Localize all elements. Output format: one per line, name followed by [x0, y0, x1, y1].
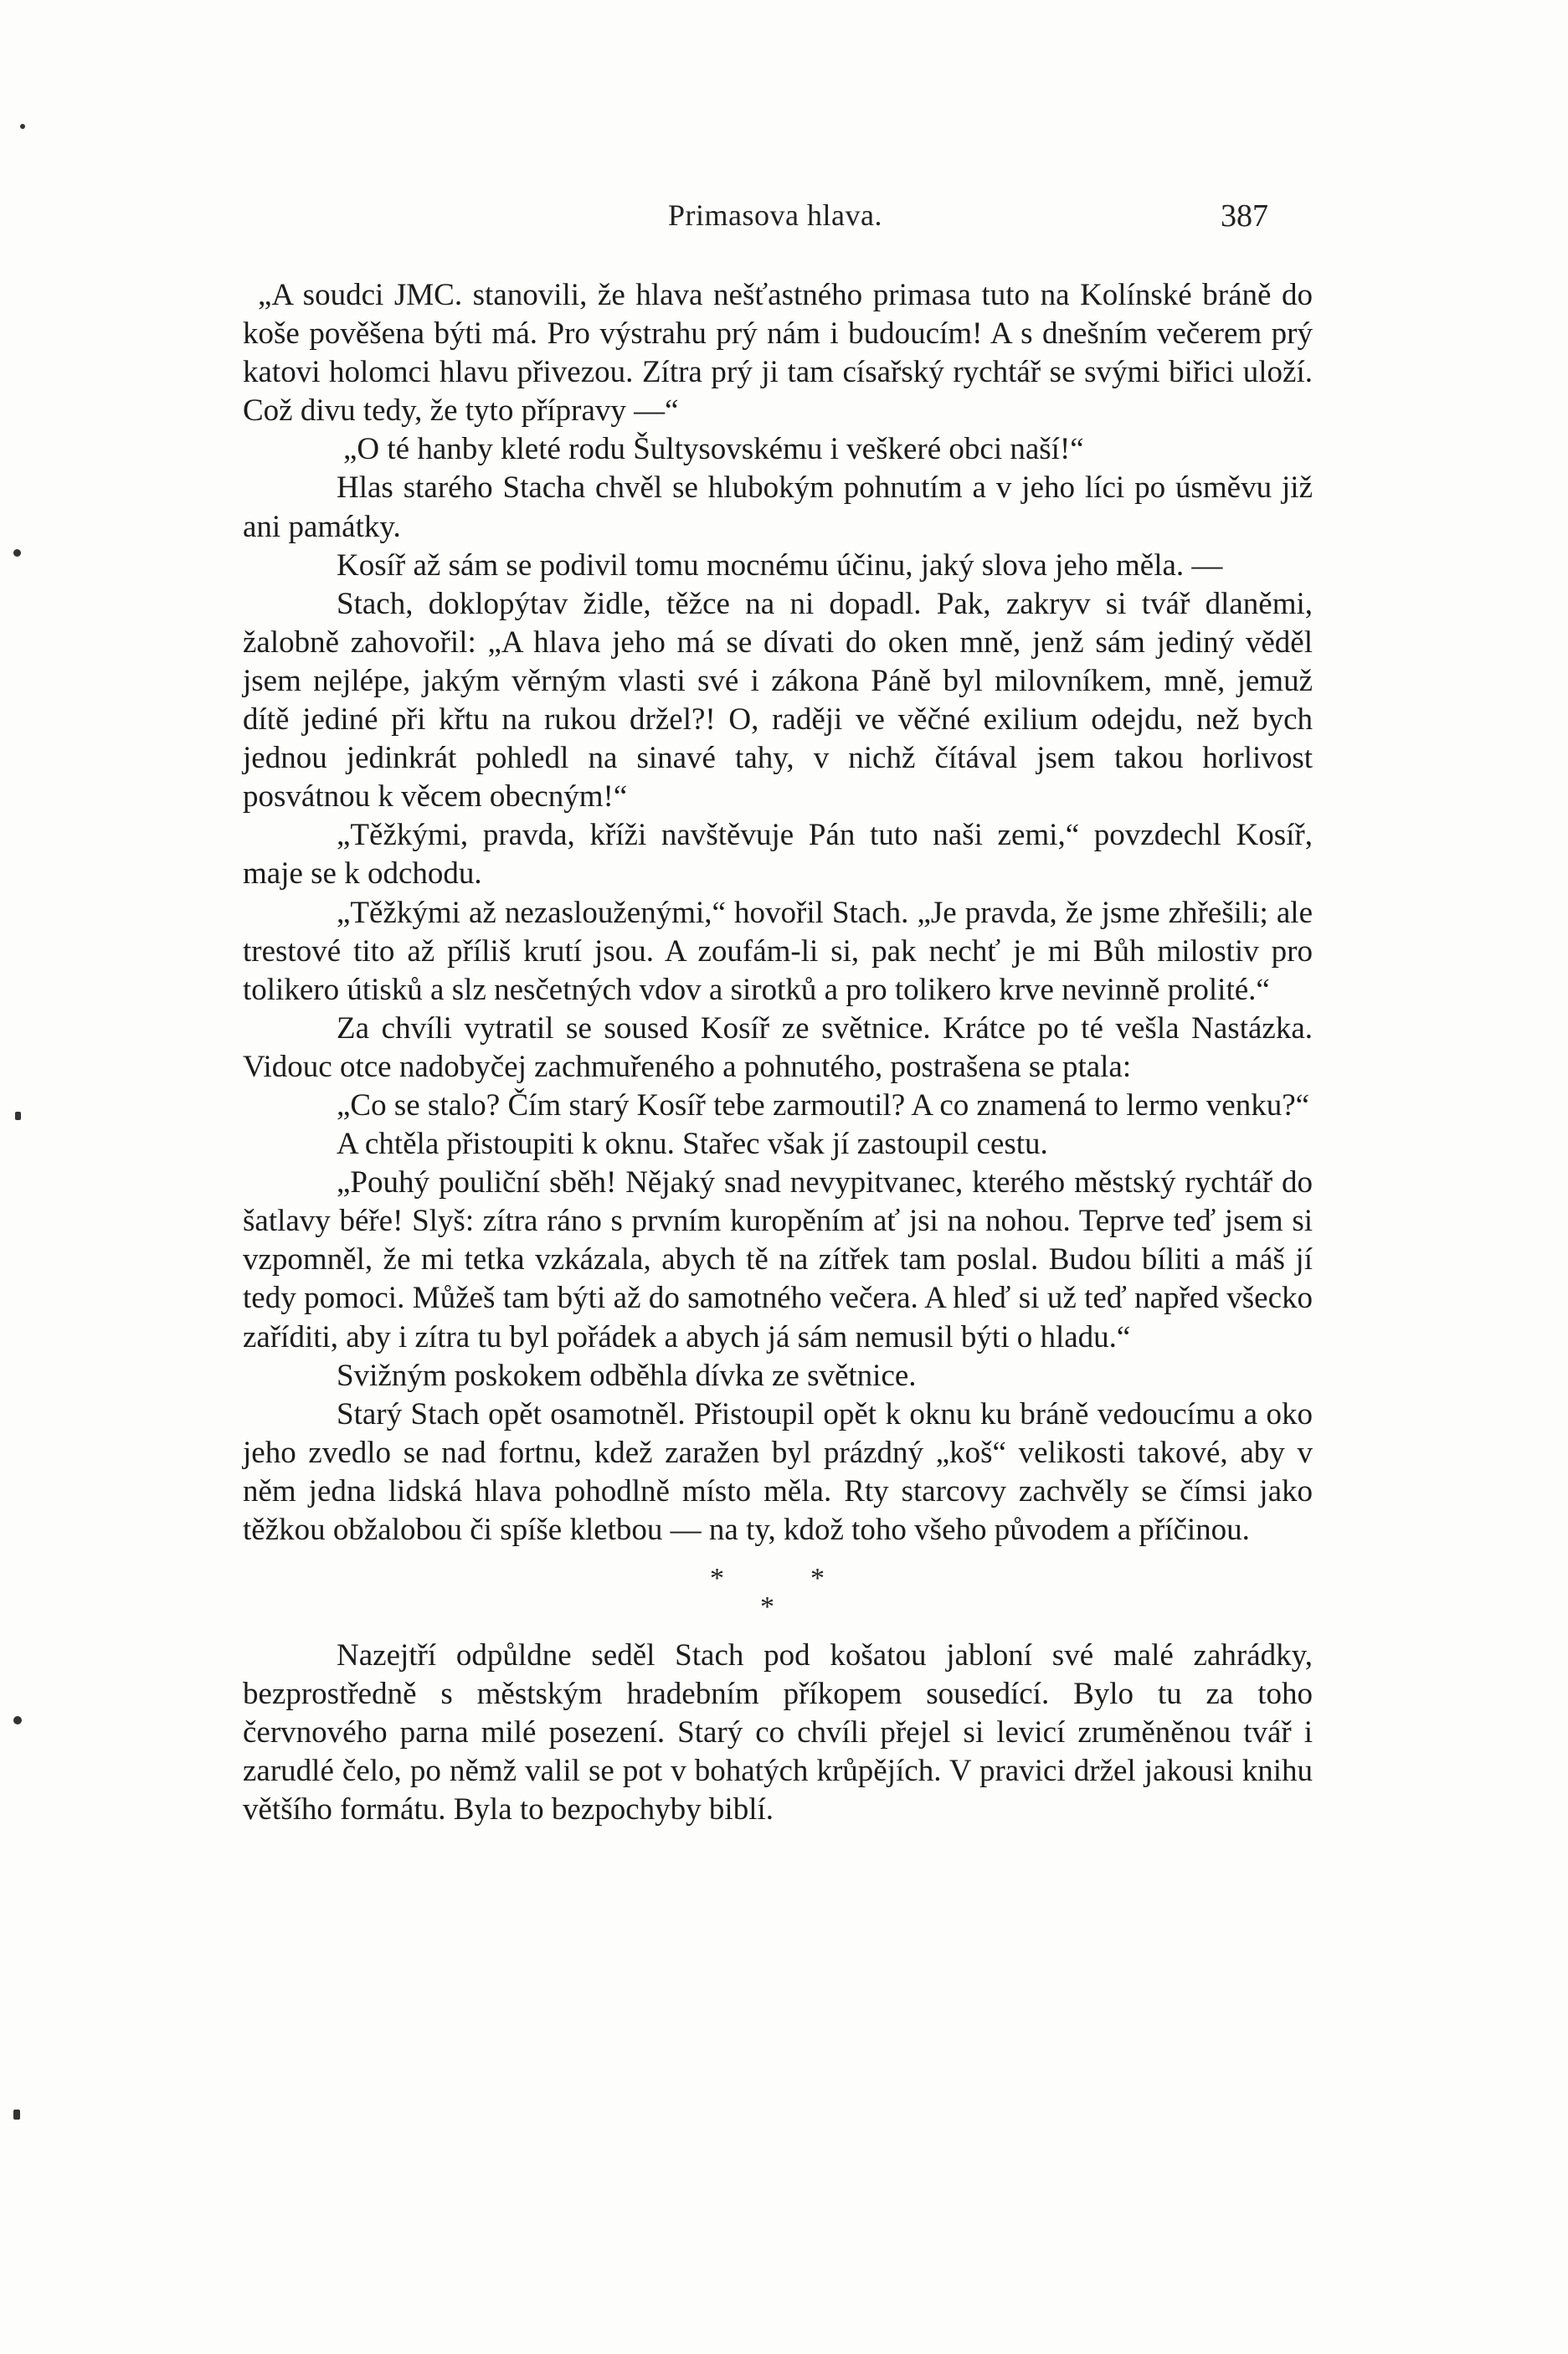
asterisk: * — [810, 1563, 825, 1595]
margin-speck — [13, 2110, 20, 2120]
paragraph: Svižným poskokem odběhla dívka ze světnice. — [337, 1358, 917, 1393]
running-title: Primasova hlava. — [668, 198, 882, 232]
paragraph: „Pouhý pouliční sběh! Nějaký snad nevypitvanec, kterého městský rychtář do šatlavy béře! Slyš: zítra ráno s prvním kuropěním ať jsi na nohou. Teprve teď jsem si vzpomněl, že mi tetka vzkázala, abych tě na zítřek tam poslal. Budou bíliti a máš jí tedy pomoci. Můžeš tam býti až do samotného večera. A hleď si už teď napřed všecko zaříditi, aby i zítra tu byl pořádek a abych já sám nemusil býti o hladu.“ — [243, 1165, 1313, 1354]
paragraph: „Těžkými, pravda, kříži navštěvuje Pán tuto naši zemi,“ povzdechl Kosíř, maje se k odchodu. — [243, 818, 1313, 892]
paragraph: Kosíř až sám se podivil tomu mocnému účinu, jaký slova jeho měla. — — [337, 547, 1223, 583]
asterisk: * — [760, 1591, 774, 1623]
paragraph: „Co se stalo? Čím starý Kosíř tebe zarmoutil? A co znamená to lermo venku?“ — [337, 1087, 1310, 1123]
paragraph: Stach, doklopýtav židle, těžce na ni dopadl. Pak, zakryv si tvář dlaněmi, žalobně zahovořil: „A hlava jeho má se dívati do oken mně, jenž sám jediný věděl jsem nejlépe, jakým věrným vlasti své i zákona Páně byl milovníkem, mně, jemuž dítě jediné při křtu na rukou držel?! O, raději ve věčné exilium odejdu, než bych jednou jedinkrát pohledl na sinavé tahy, v nichž čítával jsem takou horlivost posvátnou k věcem obecným!“ — [243, 586, 1313, 815]
paragraph: Nazejtří odpůldne seděl Stach pod košatou jabloní své malé zahrádky, bezprostředně s městským hradebním příkopem sousedící. Bylo tu za toho červnového parna milé posezení. Starý co chvíli přejel si levicí zruměněnou tvář i zarudlé čelo, po němž valil se pot v bohatých krůpějích. V pravici držel jakousi knihu většího formátu. Byla to bezpochyby biblí. — [243, 1638, 1313, 1827]
section-break — [243, 1550, 1313, 1637]
margin-speck — [13, 1716, 22, 1724]
margin-speck — [13, 549, 21, 557]
margin-speck — [15, 1112, 21, 1120]
paragraph: A chtěla přistoupiti k oknu. Stařec však jí zastoupil cestu. — [337, 1127, 1048, 1162]
page-number: 387 — [1221, 198, 1268, 234]
body-text — [243, 276, 1313, 1830]
paragraph: Starý Stach opět osamotněl. Přistoupil opět k oknu ku bráně vedoucímu a oko jeho zvedlo se nad fortnu, kdež zaražen byl prázdný „koš“ velikosti takové, aby v něm jedna lidská hlava pohodlně místo měla. Rty starcovy zachvěly se čímsi jako těžkou obžalobou či spíše kletbou — na ty, kdož toho všeho původem a příčinou. — [243, 1396, 1313, 1547]
paragraph: Hlas starého Stacha chvěl se hlubokým pohnutím a v jeho líci po úsměvu již ani památky. — [243, 470, 1313, 544]
asterisk: * — [710, 1563, 724, 1595]
paragraph: Za chvíli vytratil se soused Kosíř ze světnice. Krátce po té vešla Nastázka. Vidouc otce nadobyčej zachmuřeného a pohnutého, postrašena se ptala: — [243, 1010, 1313, 1084]
paragraph: „O té hanby kleté rodu Šultysovskému i veškeré obci naší!“ — [343, 432, 1084, 467]
paragraph: „Těžkými až nezaslouženými,“ hovořil Stach. „Je pravda, že jsme zhřešili; ale trestové tito až příliš krutí jsou. A zoufám-li si, pak nechť je mi Bůh milostiv pro tolikero útisků a slz nesčetných vdov a sirotků a pro tolikero krve nevinně prolité.“ — [243, 895, 1313, 1007]
margin-speck — [20, 124, 25, 129]
paragraph: „A soudci JMC. stanovili, že hlava nešťastného primasa tuto na Kolínské bráně do koše pověšena býti má. Pro výstrahu prý nám i budoucím! A s dnešním večerem prý katovi holomci hlavu přivezou. Zítra prý ji tam císařský rychtář se svými biřici uloží. Což divu tedy, že tyto přípravy —“ — [243, 278, 1313, 429]
